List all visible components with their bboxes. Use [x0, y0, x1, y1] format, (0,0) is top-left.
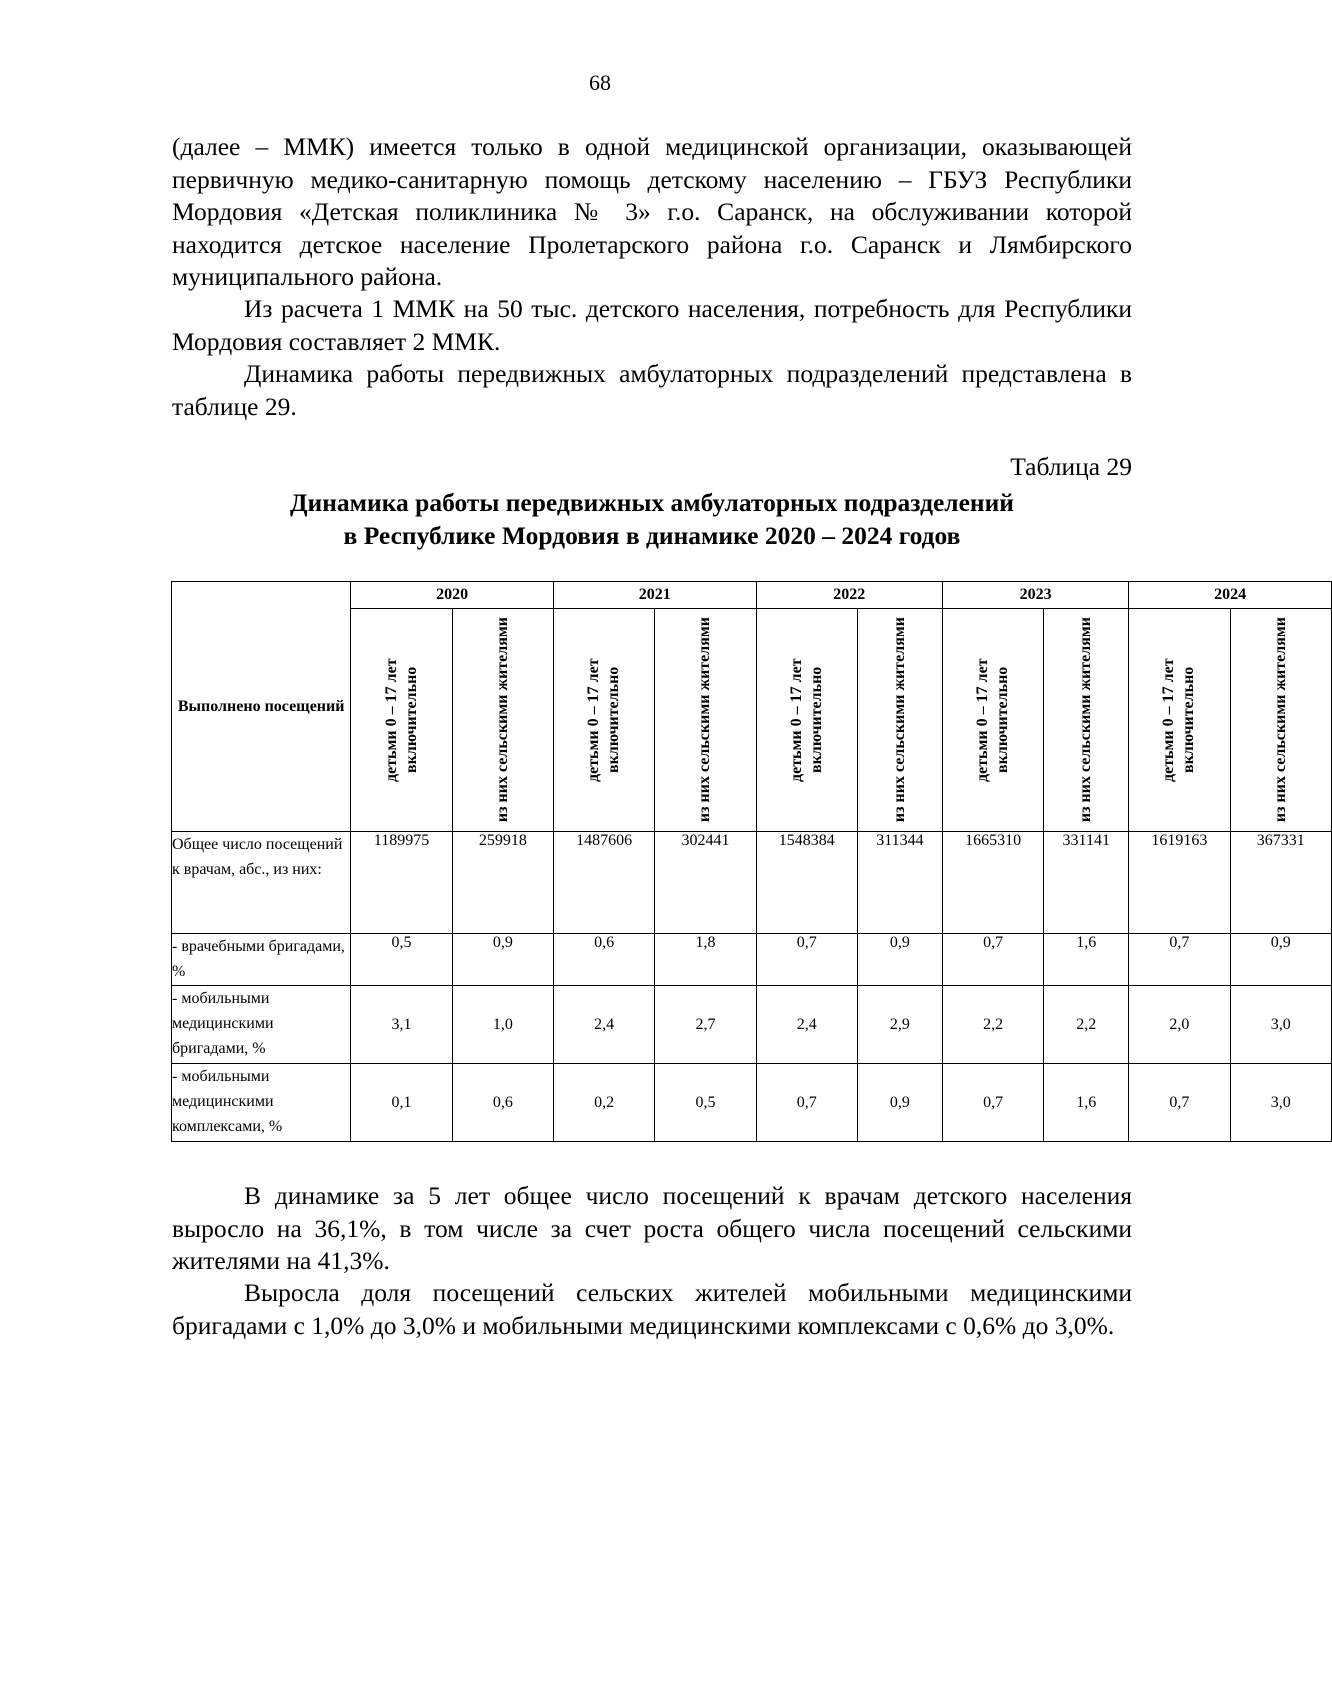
subheader-rural: [857, 609, 942, 832]
cell-value: 1,0: [452, 986, 553, 1064]
table-label: Таблица 29: [1010, 452, 1132, 481]
cell-value: 0,7: [942, 934, 1043, 986]
cell-value: 1665310: [942, 832, 1043, 934]
cell-value: 0,7: [1129, 1064, 1230, 1142]
subheader-children: [942, 609, 1043, 832]
year-header: 2020: [351, 582, 554, 609]
subheader-text: из них сельскими жителями: [696, 617, 714, 823]
table-title-line2: в Республике Мордовия в динамике 2020 – 2024 годов: [343, 521, 961, 550]
cell-value: 0,9: [452, 934, 553, 986]
cell-value: 0,9: [1230, 934, 1331, 986]
table-row: [172, 832, 1332, 934]
table-title: [172, 486, 1132, 552]
cell-value: 3,0: [1230, 986, 1331, 1064]
subheader-text: детьми 0 – 17 лет включительно: [787, 658, 825, 782]
paragraph-share: Выросла доля посещений сельских жителей мобильными медицинскими бригадами с 1,0% до 3,0% и мобильными медицинскими комплексами с 0,6% до 3,0%.: [172, 1278, 1132, 1340]
subheader-children: [351, 609, 452, 832]
row-label: - мобильными медицинскими комплексами, %: [172, 1064, 351, 1142]
subheader-text: детьми 0 – 17 лет включительно: [585, 658, 623, 782]
subheader-rural: [1230, 609, 1331, 832]
row-label: Общее число посещений к врачам, абс., из них:: [172, 832, 351, 934]
cell-value: 2,4: [553, 986, 654, 1064]
cell-value: 0,2: [553, 1064, 654, 1142]
cell-value: 0,7: [756, 934, 857, 986]
cell-value: 2,9: [857, 986, 942, 1064]
cell-value: 1619163: [1129, 832, 1230, 934]
cell-value: 3,0: [1230, 1064, 1331, 1142]
year-header: 2021: [553, 582, 756, 609]
subheader-children: [1129, 609, 1230, 832]
table-row: [172, 1064, 1332, 1142]
table-row: [172, 986, 1332, 1064]
paragraph-growth: В динамике за 5 лет общее число посещений к врачам детского населения выросло на 36,1%, в том числе за счет роста общего числа посещений сельскими жителями на 41,3%.: [172, 1181, 1132, 1275]
subheader-rural: [452, 609, 553, 832]
cell-value: 331141: [1044, 832, 1129, 934]
subheader-text: детьми 0 – 17 лет включительно: [382, 658, 420, 782]
cell-value: 2,2: [1044, 986, 1129, 1064]
subheader-text: детьми 0 – 17 лет включительно: [974, 658, 1012, 782]
row-label: - врачебными бригадами, %: [172, 934, 351, 986]
cell-value: 1189975: [351, 832, 452, 934]
cell-value: 0,6: [452, 1064, 553, 1142]
subheader-children: [756, 609, 857, 832]
cell-value: 0,7: [942, 1064, 1043, 1142]
cell-value: 0,7: [756, 1064, 857, 1142]
cell-value: 1,6: [1044, 1064, 1129, 1142]
cell-value: 2,7: [655, 986, 756, 1064]
subheader-text: из них сельскими жителями: [493, 617, 511, 823]
cell-value: 1,8: [655, 934, 756, 986]
cell-value: 367331: [1230, 832, 1331, 934]
page-number: 68: [589, 70, 611, 95]
cell-value: 0,5: [655, 1064, 756, 1142]
cell-value: 1487606: [553, 832, 654, 934]
cell-value: 302441: [655, 832, 756, 934]
row-label: - мобильными медицинскими бригадами, %: [172, 986, 351, 1064]
cell-value: 2,4: [756, 986, 857, 1064]
subheader-children: [553, 609, 654, 832]
subheader-text: из них сельскими жителями: [1077, 617, 1095, 823]
subheader-text: из них сельскими жителями: [1271, 617, 1289, 823]
paragraph-intro: (далее – ММК) имеется только в одной медицинской организации, оказывающей первичную медико-санитарную помощь детскому населению – ГБУЗ Республики Мордовия «Детская поликлиника № 3» г.о. Саранск, на обслуживании которой находится детское население Пролетарского района г.о. Саранск и Лямбирского муниципального района.: [172, 132, 1132, 291]
year-header: 2023: [942, 582, 1128, 609]
subheader-text: детьми 0 – 17 лет включительно: [1160, 658, 1198, 782]
table-title-line1: Динамика работы передвижных амбулаторных подразделений: [290, 488, 1014, 517]
cell-value: 2,0: [1129, 986, 1230, 1064]
cell-value: 0,5: [351, 934, 452, 986]
cell-value: 1,6: [1044, 934, 1129, 986]
cell-value: 259918: [452, 832, 553, 934]
cell-value: 2,2: [942, 986, 1043, 1064]
table-row: [172, 934, 1332, 986]
paragraph-dynamics-ref: Динамика работы передвижных амбулаторных подразделений представлена в таблице 29.: [172, 359, 1132, 421]
year-header: 2022: [756, 582, 942, 609]
subheader-text: из них сельскими жителями: [890, 617, 908, 823]
paragraph-need: Из расчета 1 ММК на 50 тыс. детского населения, потребность для Республики Мордовия составляет 2 ММК.: [172, 294, 1132, 356]
cell-value: 311344: [857, 832, 942, 934]
cell-value: 0,7: [1129, 934, 1230, 986]
subheader-rural: [1044, 609, 1129, 832]
cell-value: 0,9: [857, 934, 942, 986]
year-header: 2024: [1129, 582, 1332, 609]
cell-value: 0,9: [857, 1064, 942, 1142]
cell-value: 3,1: [351, 986, 452, 1064]
visits-table: [171, 581, 1332, 1142]
subheader-rural: [655, 609, 756, 832]
cell-value: 1548384: [756, 832, 857, 934]
corner-header: Выполнено посещений: [172, 582, 351, 832]
cell-value: 0,1: [351, 1064, 452, 1142]
cell-value: 0,6: [553, 934, 654, 986]
